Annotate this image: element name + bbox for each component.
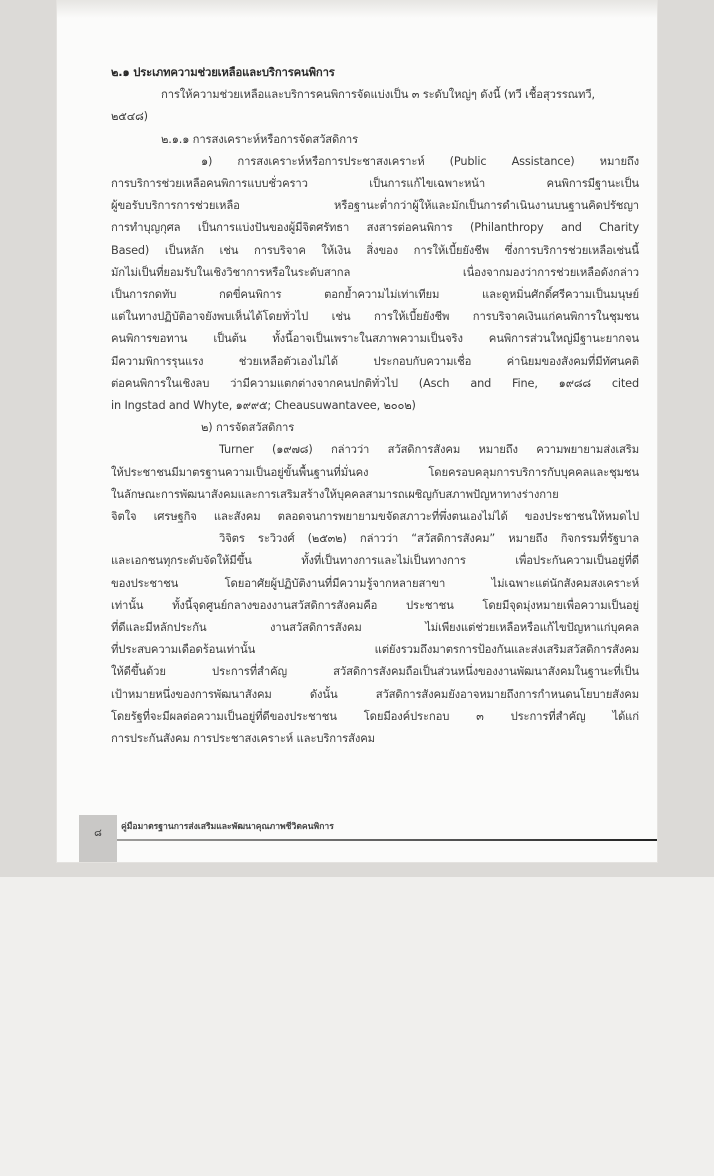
paragraph-line: การให้ความช่วยเหลือและบริการคนพิการจัดแบ่งเป็น ๓ ระดับใหญ่ๆ ดังนี้ (ทวี เชื้อสุวรรณทวี,: [161, 88, 595, 102]
subsection-heading: ๒.๑.๑ การสงเคราะห์หรือการจัดสวัสดิการ: [161, 132, 358, 146]
paragraph-line: เป็นการกดทับ กดขี่คนพิการ ตอกย้ำความไม่เท่าเทียม และดูหมิ่นศักดิ์ศรีความเป็นมนุษย์: [111, 288, 639, 302]
paragraph-line: จิตใจ เศรษฐกิจ และสังคม ตลอดจนการพยายามขจัดสภาวะที่พึ่งตนเองไม่ได้ ของประชาชนให้หมดไป: [111, 510, 639, 524]
paragraph-line: ให้ประชาชนมีมาตรฐานความเป็นอยู่ขั้นพื้นฐานที่มั่นคง โดยครอบคลุมการบริการกับบุคคลและชุมชน: [111, 465, 639, 479]
paragraph-line: ของประชาชน โดยอาศัยผู้ปฏิบัติงานที่มีความรู้จากหลายสาขา ไม่เฉพาะแต่นักสังคมสงเคราะห์: [111, 576, 639, 590]
footer-rule: [117, 839, 657, 841]
paragraph-line: วิจิตร ระวิวงศ์ (๒๕๓๒) กล่าวว่า “สวัสดิการสังคม” หมายถึง กิจกรรมที่รัฐบาล: [219, 532, 639, 546]
paragraph-line: in Ingstad and Whyte, ๑๙๙๕; Cheausuwantavee, ๒๐๐๒): [111, 399, 416, 413]
paragraph-line: มักไม่เป็นที่ยอมรับในเชิงวิชาการหรือในระดับสากล เนื่องจากมองว่าการช่วยเหลือดังกล่าว: [111, 265, 639, 279]
document-page: [57, 0, 657, 862]
paragraph-line: โดยรัฐที่จะมีผลต่อความเป็นอยู่ที่ดีของประชาชน โดยมีองค์ประกอบ ๓ ประการที่สำคัญ ได้แก่: [111, 709, 639, 723]
paragraph-line: Turner (๑๙๗๘) กล่าวว่า สวัสดิการสังคม หมายถึง ความพยายามส่งเสริม: [219, 443, 639, 457]
paragraph-line: แต่ในทางปฏิบัติอาจยังพบเห็นได้โดยทั่วไป เช่น การให้เบี้ยยังชีพ การบริจาคเงินแก่คนพิการในชุมชน: [111, 310, 639, 324]
paragraph-line: ในลักษณะการพัฒนาสังคมและการเสริมสร้างให้บุคคลสามารถเผชิญกับสภาพปัญหาทางร่างกาย: [111, 487, 559, 501]
paragraph-line: การทำบุญกุศล เป็นการแบ่งปันของผู้มีจิตศรัทธา สงสารต่อคนพิการ (Philanthropy and Charity: [111, 221, 639, 235]
paragraph-line: ที่ประสบความเดือดร้อนเท่านั้น แต่ยังรวมถึงมาตรการป้องกันและส่งเสริมสวัสดิการสังคม: [111, 643, 639, 657]
paragraph-line: เป้าหมายหนึ่งของการพัฒนาสังคม ดังนั้น สวัสดิการสังคมยังอาจหมายถึงการกำหนดนโยบายสังคม: [111, 687, 639, 701]
paragraph-line: ต่อคนพิการในเชิงลบ ว่ามีความแตกต่างจากคนปกติทั่วไป (Asch and Fine, ๑๙๘๘ cited: [111, 376, 639, 390]
document-body: [111, 62, 639, 750]
page-number: ๘: [79, 815, 117, 862]
section-heading: ๒.๑ ประเภทความช่วยเหลือและบริการคนพิการ: [111, 66, 335, 79]
paragraph-line: และเอกชนทุกระดับจัดให้มีขึ้น ทั้งที่เป็นทางการและไม่เป็นทางการ เพื่อประกันความเป็นอยู่ที่ดี: [111, 554, 639, 568]
paragraph-line: ที่ดีและมีหลักประกัน งานสวัสดิการสังคม ไม่เพียงแต่ช่วยเหลือหรือแก้ไขปัญหาแก่บุคคล: [111, 621, 639, 635]
paragraph-line: ๒๕๔๘): [111, 110, 148, 124]
paragraph-line: การประกันสังคม การประชาสงเคราะห์ และบริการสังคม: [111, 732, 375, 746]
paragraph-line: ให้ดีขึ้นด้วย ประการที่สำคัญ สวัสดิการสังคมถือเป็นส่วนหนึ่งของงานพัฒนาสังคมในฐานะที่เป็น: [111, 665, 639, 679]
paragraph-line: ๑) การสงเคราะห์หรือการประชาสงเคราะห์ (Public Assistance) หมายถึง: [201, 154, 639, 168]
paragraph-line: มีความพิการรุนแรง ช่วยเหลือตัวเองไม่ได้ ประกอบกับความเชื่อ ค่านิยมของสังคมที่มีทัศนคติ: [111, 354, 639, 368]
paragraph-line: คนพิการขอทาน เป็นต้น ทั้งนี้อาจเป็นเพราะในสภาพความเป็นจริง คนพิการส่วนใหญ่มีฐานะยากจน: [111, 332, 639, 346]
paragraph-line: ผู้ขอรับบริการการช่วยเหลือ หรือฐานะต่ำกว่าผู้ให้และมักเป็นการดำเนินงานบนฐานคิดปรัชญา: [111, 199, 639, 213]
page-top-shadow: [57, 0, 657, 18]
paragraph-line: เท่านั้น ทั้งนี้จุดศูนย์กลางของงานสวัสดิการสังคมคือ ประชาชน โดยมีจุดมุ่งหมายเพื่อความเป็นอยู่: [111, 598, 639, 612]
footer-book-title: คู่มือมาตรฐานการส่งเสริมและพัฒนาคุณภาพชีวิตคนพิการ: [121, 822, 334, 832]
subsection-item: ๒) การจัดสวัสดิการ: [201, 421, 295, 435]
paragraph-line: การบริการช่วยเหลือคนพิการแบบชั่วคราว เป็นการแก้ไขเฉพาะหน้า คนพิการมีฐานะเป็น: [111, 177, 639, 191]
page-footer: [79, 815, 657, 862]
paragraph-line: Based) เป็นหลัก เช่น การบริจาค ให้เงิน สิ่งของ การให้เบี้ยยังชีพ ซึ่งการบริการช่วยเหลือเช่นนี้: [111, 243, 639, 257]
